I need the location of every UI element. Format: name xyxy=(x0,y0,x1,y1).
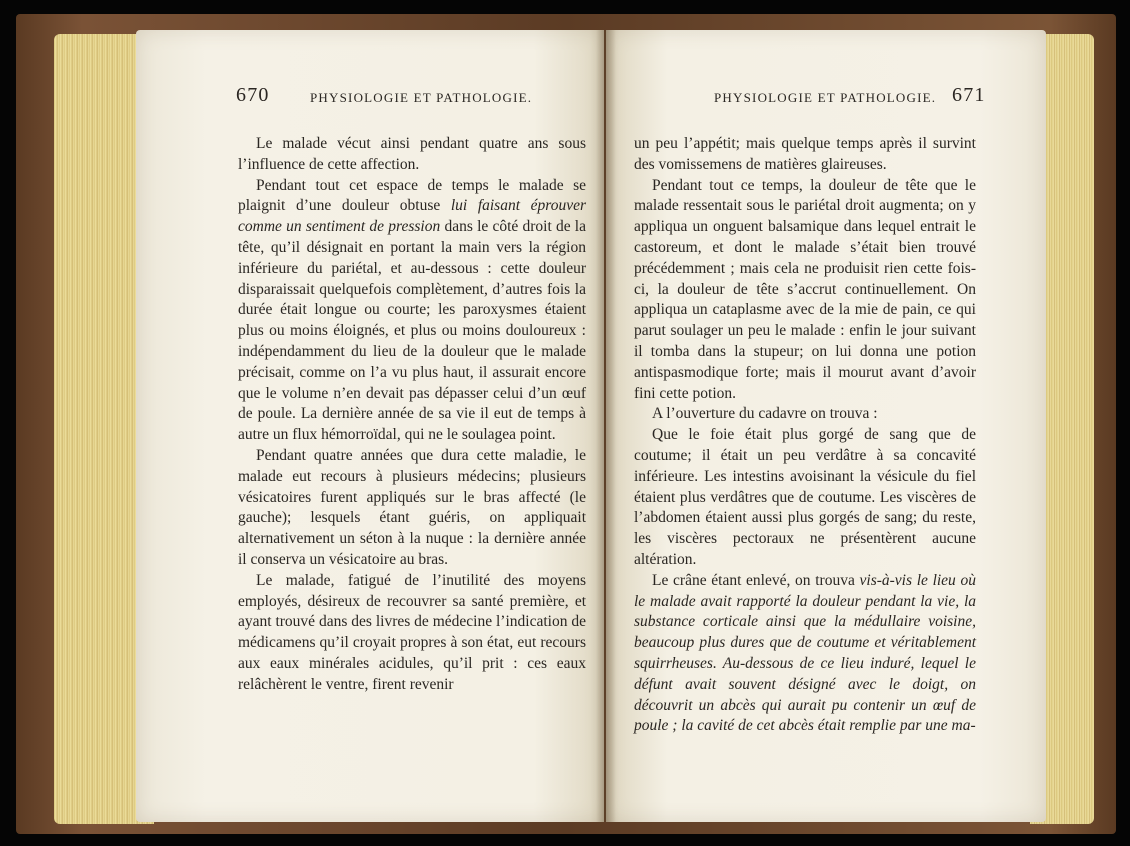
page-number: 671 xyxy=(952,84,986,106)
book-binding xyxy=(16,14,1116,834)
left-page xyxy=(136,30,604,822)
paragraph: Pendant quatre années que dura cette maladie, le malade eut recours à plusieurs médecins; plusieurs vésicatoires furent appliqués sur le bras affecté (le gauche); lesquels étant guéris, on appliquait alternativement un séton à la nuque : la dernière année il conserva un vésicatoire au bras. xyxy=(238,446,586,568)
page-number: 670 xyxy=(236,84,270,106)
running-head: PHYSIOLOGIE ET PATHOLOGIE. xyxy=(714,90,937,105)
paragraph-text: Le crâne étant enlevé, on trouva xyxy=(652,571,860,589)
paragraph-italic: vis-à-vis le lieu où le malade avait rapporté la douleur pendant la vie, la substance corticale ainsi que la médullaire voisine, beaucoup plus dures que de coutume et véritablement squirrheuses. Au-dessous de ce lieu induré, lequel le défunt avait souvent désigné avec le doigt, on découvrit un abcès qui aurait pu contenir un œuf de poule ; la cavité de cet abcès était remplie par une ma- xyxy=(634,571,976,735)
running-head: PHYSIOLOGIE ET PATHOLOGIE. xyxy=(310,90,533,105)
paragraph xyxy=(634,571,976,737)
left-page-body xyxy=(238,134,586,696)
paragraph xyxy=(238,176,586,446)
paragraph: A l’ouverture du cadavre on trouva : xyxy=(652,405,878,423)
right-page xyxy=(606,30,1046,822)
paragraph: un peu l’appétit; mais quelque temps après il survint des vomissemens de matières glaireuses. xyxy=(634,135,976,173)
right-page-body xyxy=(634,134,976,737)
book-gutter xyxy=(596,30,616,822)
paragraph: Le malade vécut ainsi pendant quatre ans sous l’influence de cette affection. xyxy=(238,135,586,173)
paragraph: Pendant tout ce temps, la douleur de tête que le malade ressentait sous le pariétal droit augmenta; on y appliqua un onguent balsamique dans lequel entrait le castoreum, et dont le malade s’était bien trouvé précédemment ; mais cela ne produisit rien cette fois-ci, la douleur de tête s’accrut continuellement. On appliqua un cataplasme avec de la mie de pain, ce qui parut soulager un peu le malade : enfin le jour suivant il tomba dans la stupeur; on lui donna une potion antispasmodique forte; mais il mourut avant d’avoir fini cette potion. xyxy=(634,176,976,402)
paragraph-text: dans le côté droit de la tête, qu’il désignait en portant la main vers la région inférieure du pariétal, et au-dessous : cette douleur disparaissait quelquefois complètement, d’autres fois la durée était longue ou courte; les paroxysmes étaient plus ou moins éloignés, et plus ou moins douloureux : indépendamment du lieu de la douleur que le malade précisait, comme on l’a vu plus haut, il assurait encore que le volume n’en devait pas dépasser celui d’un œuf de poule. La dernière année de sa vie il eut de temps à autre un flux hémorroïdal, qui ne le soulagea point. xyxy=(238,218,586,444)
left-page-header xyxy=(236,84,588,116)
paragraph: Le malade, fatigué de l’inutilité des moyens employés, désireux de recouvrer sa santé première, et ayant trouvé dans des livres de médecine l’indication de médicamens qu’il croyait propres à son état, eut recours aux eaux minérales acidules, qu’il prit : ces eaux relâchèrent le ventre, firent revenir xyxy=(238,571,586,693)
right-page-header xyxy=(714,84,986,116)
paragraph-italic: lui faisant éprouver comme un sentiment de pression xyxy=(238,197,586,236)
paragraph-text: Pendant tout cet espace de temps le malade se plaignit d’une douleur obtuse xyxy=(238,176,586,215)
paragraph: Que le foie était plus gorgé de sang que de coutume; il était un peu verdâtre à sa concavité inférieure. Les intestins avoisinant la vésicule du fiel étaient plus verdâtres que de coutume. Les viscères de l’abdomen étaient aussi plus gorgés de sang; du reste, les viscères pectoraux ne présentèrent aucune altération. xyxy=(634,426,976,568)
